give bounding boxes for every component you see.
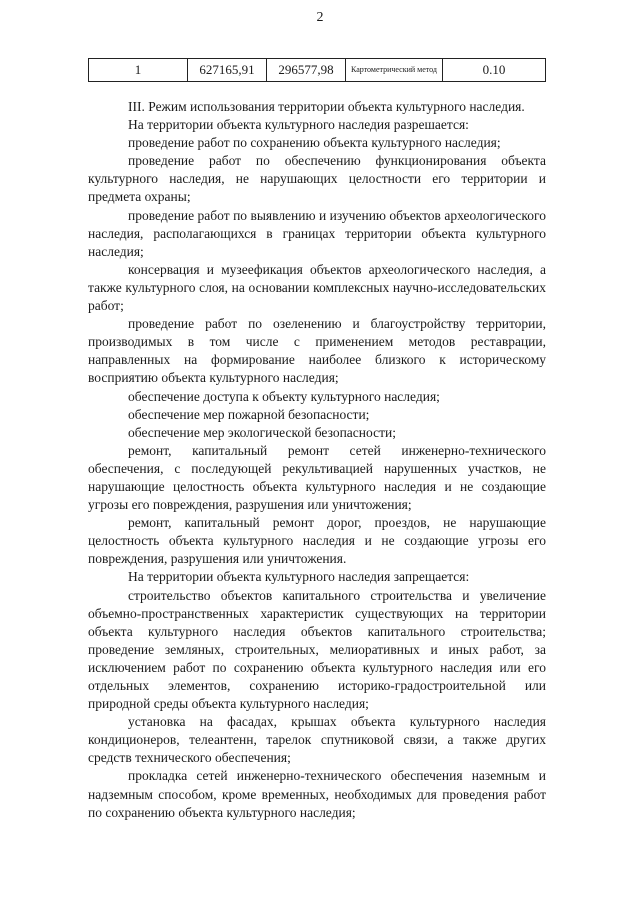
- paragraph: На территории объекта культурного наследия запрещается:: [128, 569, 470, 585]
- paragraph: прокладка сетей инженерно-технического обеспечения наземным и надземным способом, кроме временных, необходимых для проведения работ по сохранению объекта культурного наследия;: [88, 768, 546, 820]
- precision-cell: 0.10: [443, 59, 546, 82]
- paragraph: установка на фасадах, крышах объекта культурного наследия кондиционеров, телеантенн, тарелок спутниковой связи, а также других средств технического обеспечения;: [88, 714, 546, 766]
- method-cell: Картометрический метод: [346, 59, 443, 82]
- paragraph: ремонт, капитальный ремонт дорог, проездов, не нарушающие целостность объекта культурного наследия и не создающие угрозы его повреждения, разрушения или уничтожения.: [88, 515, 546, 567]
- paragraph: проведение работ по обеспечению функционирования объекта культурного наследия, не нарушающих целостности его территории и предмета охраны;: [88, 153, 546, 205]
- paragraph: проведение работ по сохранению объекта культурного наследия;: [128, 135, 501, 151]
- point-number-cell: 1: [89, 59, 188, 82]
- paragraph: проведение работ по озеленению и благоустройству территории, производимых в том числе с применением методов реставрации, направленных на формирование наиболее близкого к историческому восприятию объекта культурного наследия;: [88, 316, 546, 386]
- paragraph: обеспечение доступа к объекту культурного наследия;: [128, 388, 440, 404]
- paragraph: обеспечение мер пожарной безопасности;: [128, 406, 370, 422]
- x-coordinate-cell: 627165,91: [188, 59, 267, 82]
- paragraph: строительство объектов капитального строительства и увеличение объемно-пространственных характеристик существующих на территории объекта культурного наследия объектов капитального строительства; проведение земляных, строительных, мелиоративных и иных работ, за исключением работ по сохранению объекта культурного наследия или его отдельных элементов, сохранению историко-градостроительной или природной среды объекта культурного наследия;: [88, 587, 546, 712]
- paragraph: ремонт, капитальный ремонт сетей инженерно-технического обеспечения, с последующей рекультивацией нарушенных участков, не нарушающие целостность объекта культурного наследия и не создающие угрозы его повреждения, разрушения или уничтожения;: [88, 442, 546, 513]
- paragraph: проведение работ по выявлению и изучению объектов археологического наследия, располагающихся в границах территории объекта культурного наследия;: [88, 207, 546, 259]
- paragraph: обеспечение мер экологической безопасности;: [128, 424, 396, 440]
- document-body: [88, 98, 546, 822]
- section-heading: III. Режим использования территории объекта культурного наследия.: [128, 99, 525, 114]
- paragraph: консервация и музеефикация объектов археологического наследия, а также культурного слоя, на основании комплексных научно-исследовательских работ;: [88, 261, 546, 314]
- coordinates-table: [88, 58, 546, 82]
- paragraph: На территории объекта культурного наследия разрешается:: [128, 117, 469, 133]
- table-row: [89, 59, 546, 82]
- y-coordinate-cell: 296577,98: [267, 59, 346, 82]
- page-number: 2: [316, 10, 324, 25]
